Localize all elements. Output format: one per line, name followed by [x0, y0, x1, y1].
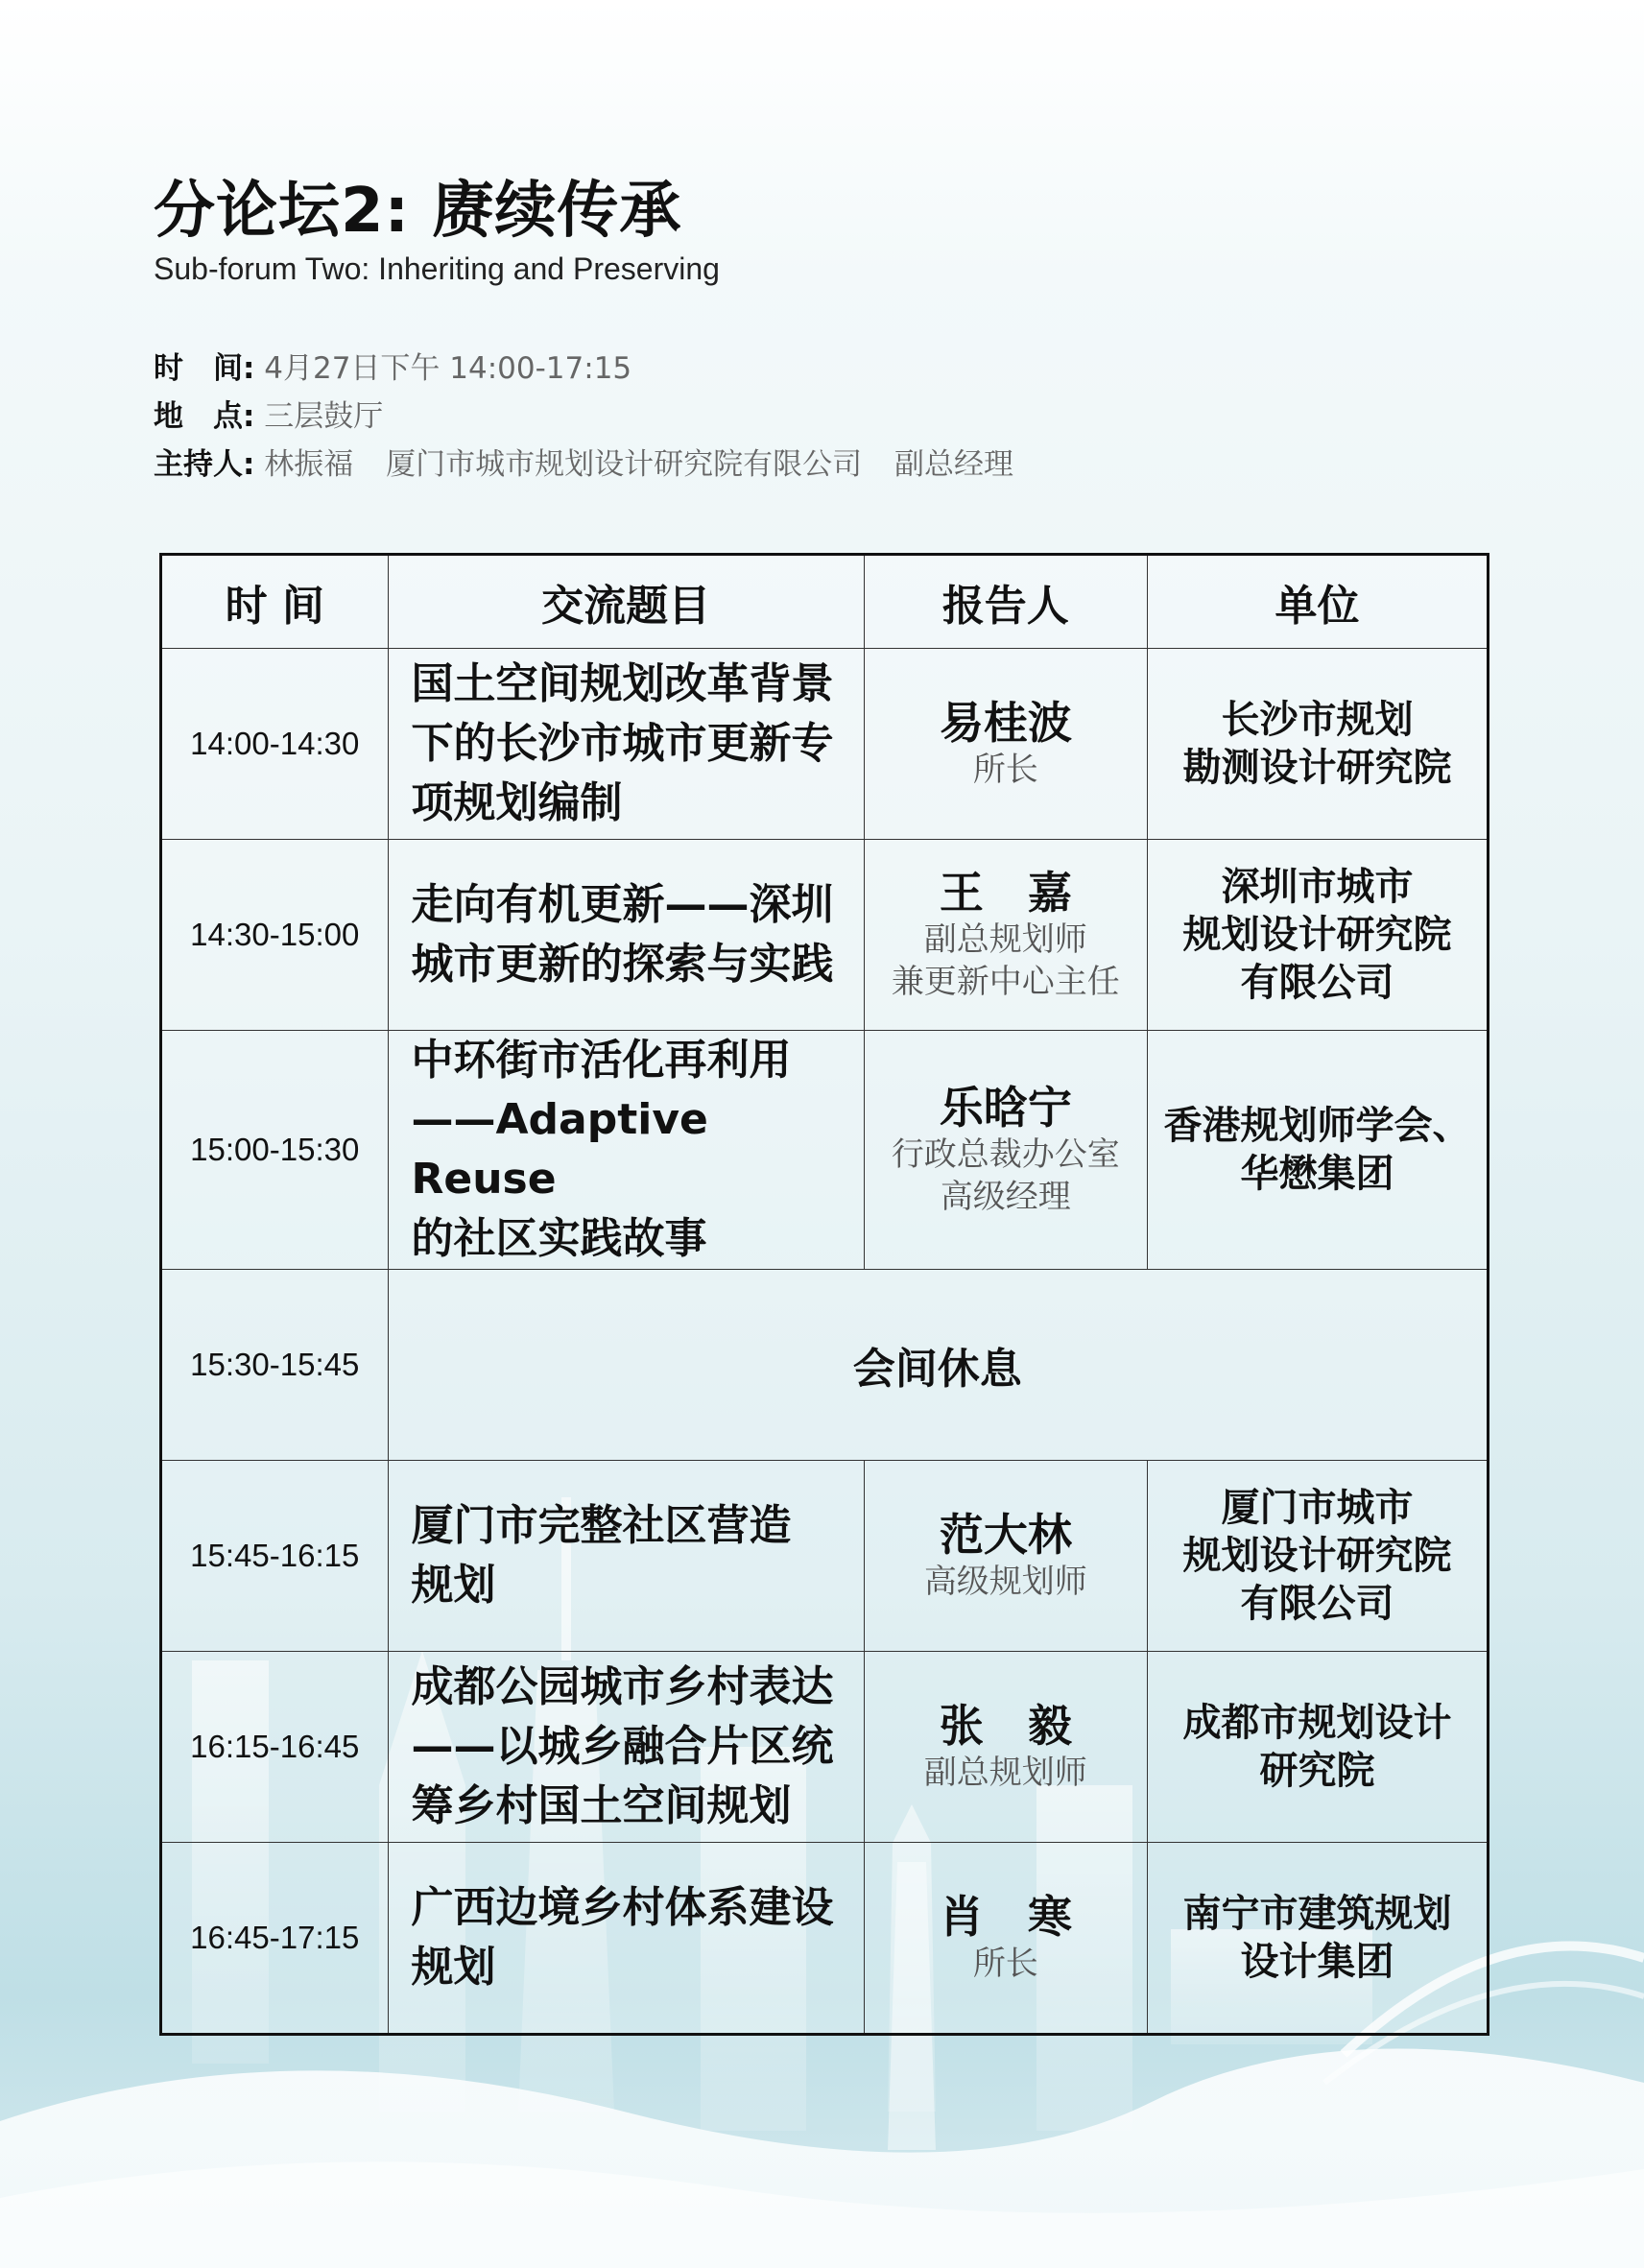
- topic-line: 城市更新的探索与实践: [411, 940, 834, 989]
- org-line: 有限公司: [1240, 961, 1394, 1005]
- speaker-title: 所长: [972, 1945, 1038, 1983]
- speaker-title: 行政总裁办公室: [891, 1135, 1120, 1174]
- row-org: [1147, 1652, 1488, 1843]
- org-line: 深圳市城市: [1221, 865, 1414, 909]
- topic-line: 中环街市活化再利用: [411, 1036, 792, 1085]
- page-title: 分论坛2: 赓续传承: [154, 176, 682, 247]
- org-line: 南宁市建筑规划: [1182, 1892, 1452, 1936]
- row-topic: [388, 649, 864, 840]
- org-line: 研究院: [1259, 1749, 1375, 1793]
- table-row: [161, 1652, 1489, 1843]
- org-line: 规划设计研究院: [1182, 913, 1452, 957]
- time-label: 时 间:: [154, 351, 255, 386]
- host-label: 主持人:: [154, 447, 255, 482]
- speaker-title: 副总规划师: [923, 920, 1087, 959]
- topic-line: 成都公园城市乡村表达: [411, 1662, 834, 1711]
- row-org: [1147, 1843, 1488, 2035]
- topic-line: 国土空间规划改革背景: [411, 659, 834, 708]
- table-row: [161, 1843, 1489, 2035]
- row-time: 16:15-16:45: [161, 1652, 389, 1843]
- info-host: [154, 440, 1013, 483]
- speaker-name: 易桂波: [939, 697, 1072, 749]
- speaker-title: 副总规划师: [923, 1754, 1087, 1792]
- org-line: 有限公司: [1240, 1582, 1394, 1626]
- topic-line: 的社区实践故事: [411, 1214, 707, 1263]
- header-org: 单位: [1147, 555, 1488, 649]
- row-org: [1147, 840, 1488, 1031]
- org-line: 勘测设计研究院: [1182, 746, 1452, 790]
- time-value: 4月27日下午 14:00-17:15: [264, 351, 632, 386]
- header-topic: 交流题目: [388, 555, 864, 649]
- speaker-name: 王 嘉: [939, 867, 1072, 919]
- row-topic: [388, 1031, 864, 1270]
- table-header-row: [161, 555, 1489, 649]
- topic-line: 走向有机更新——深圳: [411, 880, 834, 929]
- row-time: 14:00-14:30: [161, 649, 389, 840]
- table-row: [161, 1461, 1489, 1652]
- host-org: 厦门市城市规划设计研究院有限公司: [386, 447, 863, 482]
- org-line: 香港规划师学会、: [1163, 1104, 1471, 1148]
- place-label: 地 点:: [154, 399, 255, 434]
- row-speaker: [864, 840, 1147, 1031]
- topic-line: 项规划编制: [411, 778, 623, 827]
- host-name: 林振福: [264, 447, 354, 482]
- topic-line: ——Adaptive Reuse: [411, 1095, 708, 1204]
- speaker-title: 高级规划师: [923, 1563, 1087, 1601]
- table-row: [161, 840, 1489, 1031]
- row-org: [1147, 649, 1488, 840]
- row-speaker: [864, 1031, 1147, 1270]
- org-line: 设计集团: [1240, 1940, 1394, 1984]
- row-speaker: [864, 1843, 1147, 2035]
- org-line: 成都市规划设计: [1182, 1701, 1452, 1745]
- topic-line: 厦门市完整社区营造: [411, 1501, 792, 1550]
- row-time: 15:45-16:15: [161, 1461, 389, 1652]
- org-line: 规划设计研究院: [1182, 1534, 1452, 1578]
- row-org: [1147, 1031, 1488, 1270]
- info-time: [154, 344, 631, 387]
- page-subtitle: Sub-forum Two: Inheriting and Preserving: [154, 251, 720, 286]
- host-title: 副总经理: [893, 447, 1013, 482]
- row-speaker: [864, 1461, 1147, 1652]
- header-time: 时 间: [161, 555, 389, 649]
- speaker-title: 所长: [972, 751, 1038, 789]
- speaker-title: 兼更新中心主任: [891, 963, 1120, 1001]
- row-topic: [388, 1461, 864, 1652]
- topic-line: 下的长沙市城市更新专: [411, 719, 834, 768]
- break-label: 会间休息: [388, 1270, 1489, 1461]
- speaker-title: 高级经理: [940, 1178, 1071, 1216]
- topic-line: 筹乡村国土空间规划: [411, 1781, 792, 1830]
- table-row: [161, 649, 1489, 840]
- info-place: [154, 392, 383, 435]
- table-row-break: [161, 1270, 1489, 1461]
- speaker-name: 乐晗宁: [939, 1082, 1072, 1134]
- speaker-name: 范大林: [939, 1509, 1072, 1561]
- schedule-table: [159, 553, 1489, 2036]
- topic-line: 规划: [411, 1561, 496, 1610]
- header-speaker: 报告人: [864, 555, 1147, 649]
- topic-line: 规划: [411, 1943, 496, 1992]
- row-topic: [388, 1652, 864, 1843]
- row-topic: [388, 1843, 864, 2035]
- row-org: [1147, 1461, 1488, 1652]
- table-row: [161, 1031, 1489, 1270]
- topic-line: 广西边境乡村体系建设: [411, 1883, 834, 1932]
- row-time: 15:30-15:45: [161, 1270, 389, 1461]
- speaker-name: 张 毅: [939, 1700, 1072, 1752]
- row-time: 16:45-17:15: [161, 1843, 389, 2035]
- place-value: 三层鼓厅: [264, 399, 384, 434]
- row-speaker: [864, 1652, 1147, 1843]
- topic-line: ——以城乡融合片区统: [411, 1722, 834, 1771]
- row-time: 14:30-15:00: [161, 840, 389, 1031]
- org-line: 长沙市规划: [1221, 698, 1414, 742]
- row-time: 15:00-15:30: [161, 1031, 389, 1270]
- row-topic: [388, 840, 864, 1031]
- org-line: 华懋集团: [1240, 1152, 1394, 1196]
- org-line: 厦门市城市: [1221, 1486, 1414, 1530]
- row-speaker: [864, 649, 1147, 840]
- speaker-name: 肖 寒: [939, 1891, 1072, 1943]
